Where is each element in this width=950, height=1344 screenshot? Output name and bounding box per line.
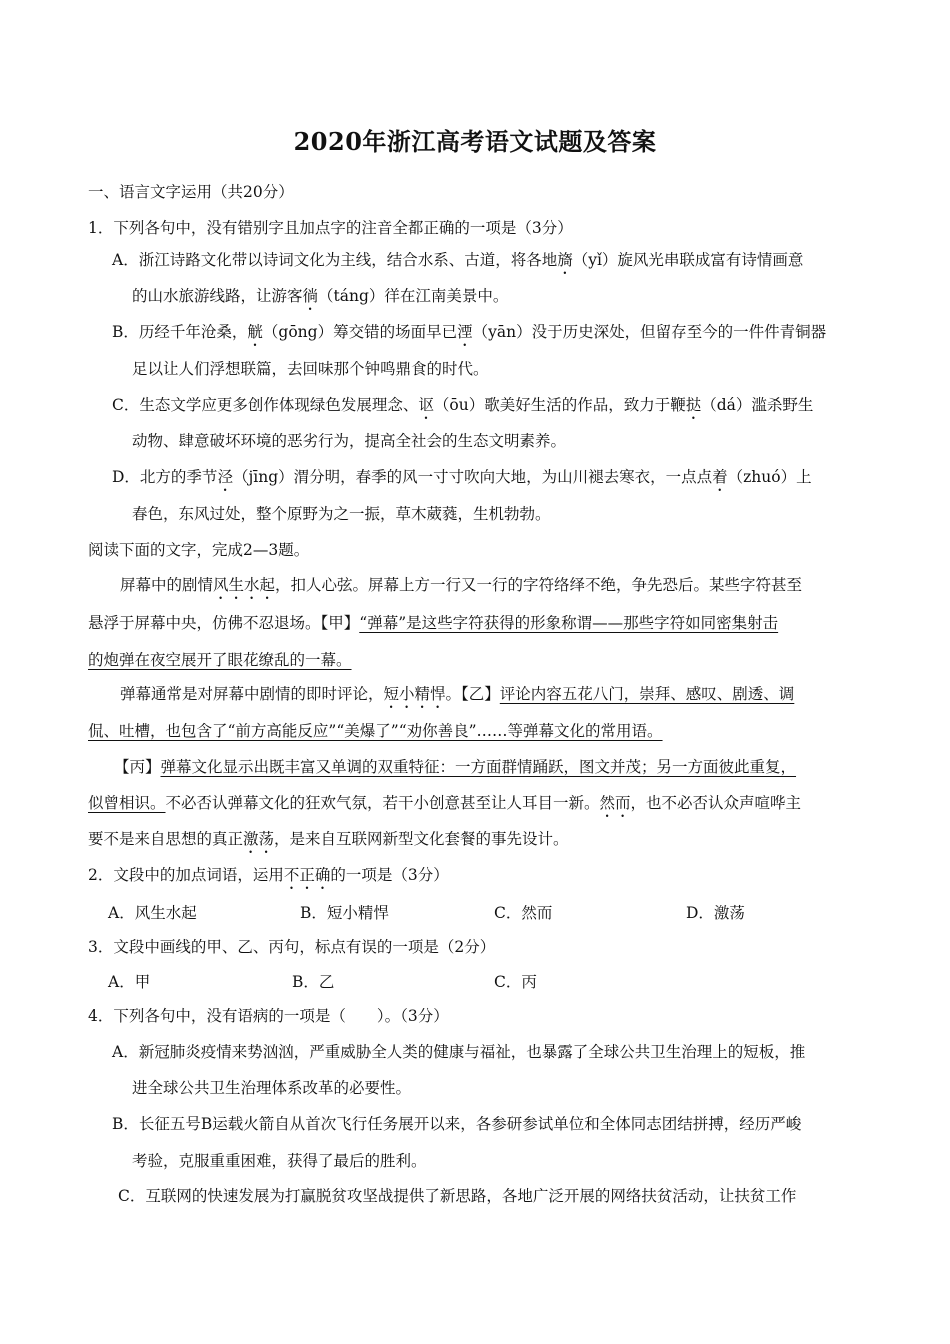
q1-option-a-line1: A．浙江诗路文化带以诗词文化为主线，结合水系、古道，将各地旖（yǐ）旋风光串联成富有诗情画意 xyxy=(112,251,804,269)
document-title: 2020年浙江高考语文试题及答案 xyxy=(293,127,657,156)
q1-option-c-line1: C．生态文学应更多创作体现绿色发展理念、讴（ōu）歌美好生活的作品，致力于鞭挞（dá）滥杀野生 xyxy=(112,396,814,414)
dotted-word: 然而 xyxy=(599,794,631,812)
reading-intro: 阅读下面的文字，完成2—3题。 xyxy=(88,541,310,559)
passage-para3-line2: 似曾相识。不必否认弹幕文化的狂欢气氛，若干小创意甚至让人耳目一新。然而，也不必否认众声喧哗主 xyxy=(88,794,802,812)
dotted-char: 觥 xyxy=(247,323,263,341)
q2-stem: 2．文段中的加点词语，运用不正确的一项是（3分） xyxy=(88,866,449,884)
dotted-char: 湮 xyxy=(457,323,473,341)
dotted-word: 风生水起 xyxy=(213,576,276,594)
q2-option-b: B．短小精悍 xyxy=(300,904,389,922)
dotted-char: 挞 xyxy=(685,396,702,414)
q2-option-d: D．激荡 xyxy=(686,904,745,922)
underlined-sentence-bing: 弹幕文化显示出既丰富又单调的双重特征：一方面群情踊跃，图文并茂；另一方面彼此重复， xyxy=(160,758,797,776)
q1-option-b-line2: 足以让人们浮想联篇，去回味那个钟鸣鼎食的时代。 xyxy=(132,360,489,378)
dotted-word: 不正确 xyxy=(283,866,331,884)
dotted-char: 徜 xyxy=(302,287,319,305)
passage-para3-line3: 要不是来自思想的真正激荡，是来自互联网新型文化套餐的事先设计。 xyxy=(88,830,569,848)
q1-option-d-line2: 春色，东风过处，整个原野为之一振，草木葳蕤，生机勃勃。 xyxy=(132,505,551,523)
passage-para1-line2: 悬浮于屏幕中央，仿佛不忍退场。【甲】“弹幕”是这些字符获得的形象称谓——那些字符如同密集射击 xyxy=(88,614,779,632)
passage-para2-line2 xyxy=(88,721,663,741)
q4-option-a-line2: 进全球公共卫生治理体系改革的必要性。 xyxy=(132,1079,412,1097)
q3-stem: 3．文段中画线的甲、乙、丙句，标点有误的一项是（2分） xyxy=(88,938,496,956)
passage-para2-line1: 弹幕通常是对屏幕中剧情的即时评论，短小精悍。【乙】评论内容五花八门，崇拜、感叹、剧透、调 xyxy=(120,685,795,703)
passage-para1-line1: 屏幕中的剧情风生水起，扣人心弦。屏幕上方一行又一行的字符络绎不绝，争先恐后。某些字符甚至 xyxy=(120,576,803,594)
q3-option-b: B．乙 xyxy=(292,973,335,991)
underlined-sentence-jia: “弹幕”是这些字符获得的形象称谓——那些字符如同密集射击 xyxy=(359,614,779,632)
q1-option-b-line1: B．历经千年沧桑，觥（gōng）筹交错的场面早已湮（yān）没于历史深处，但留存至今的一件件青铜器 xyxy=(112,323,827,341)
q4-option-b-line2: 考验，克服重重困难，获得了最后的胜利。 xyxy=(132,1152,427,1170)
underlined-sentence-yi-cont: 侃、吐槽，也包含了“前方高能反应”“美爆了”“劝你善良”……等弹幕文化的常用语。 xyxy=(88,722,663,740)
q4-stem: 4．下列各句中，没有语病的一项是（ ）。（3分） xyxy=(88,1007,449,1025)
dotted-char: 着 xyxy=(712,468,728,486)
q1-option-c-line2: 动物、肆意破坏环境的恶劣行为，提高全社会的生态文明素养。 xyxy=(132,432,567,450)
dotted-word: 激荡 xyxy=(243,830,275,848)
q4-option-b-line1: B．长征五号B运载火箭自从首次飞行任务展开以来，各参研参试单位和全体同志团结拼搏，经历严峻 xyxy=(112,1115,802,1133)
dotted-word: 短小精悍 xyxy=(383,685,446,703)
dotted-char: 讴 xyxy=(418,396,434,414)
q1-option-d-line1: D．北方的季节泾（jīng）渭分明，春季的风一寸寸吹向大地，为山川褪去寒衣，一点点着（zhuó）上 xyxy=(112,468,812,486)
q4-option-c-line1: C．互联网的快速发展为打赢脱贫攻坚战提供了新思路，各地广泛开展的网络扶贫活动，让扶贫工作 xyxy=(118,1187,797,1205)
q4-option-a-line1: A．新冠肺炎疫情来势汹汹，严重威胁全人类的健康与福祉，也暴露了全球公共卫生治理上的短板，推 xyxy=(112,1043,806,1061)
q2-option-a: A．风生水起 xyxy=(108,904,197,922)
q3-option-a: A．甲 xyxy=(108,973,151,991)
q1-option-a-line2: 的山水旅游线路，让游客徜（táng）徉在江南美景中。 xyxy=(132,287,509,305)
passage-para1-line3 xyxy=(88,650,352,670)
q3-option-c: C．丙 xyxy=(494,973,537,991)
dotted-char: 旖 xyxy=(557,251,573,269)
underlined-sentence-bing-cont: 似曾相识。 xyxy=(88,794,166,812)
section-heading: 一、语言文字运用（共20分） xyxy=(88,183,294,201)
passage-para3-line1: 【丙】弹幕文化显示出既丰富又单调的双重特征：一方面群情踊跃，图文并茂；另一方面彼此重复， xyxy=(114,758,797,776)
q1-stem: 1．下列各句中，没有错别字且加点字的注音全都正确的一项是（3分） xyxy=(88,219,573,237)
underlined-sentence-jia-cont: 的炮弹在夜空展开了眼花缭乱的一幕。 xyxy=(88,651,352,669)
underlined-sentence-yi: 评论内容五花八门，崇拜、感叹、剧透、调 xyxy=(499,685,795,703)
q2-option-c: C．然而 xyxy=(494,904,553,922)
dotted-char: 泾 xyxy=(217,468,233,486)
